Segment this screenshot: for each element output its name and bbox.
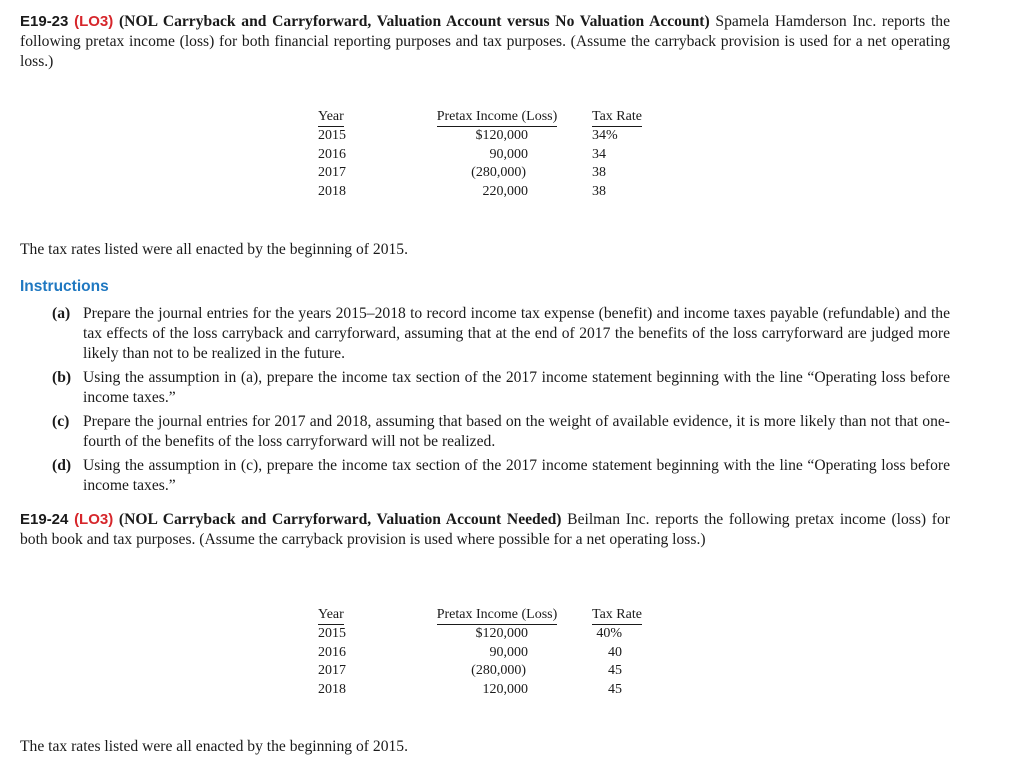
exercise-title: (NOL Carryback and Carryforward, Valuation Account versus No Valuation Account)	[118, 13, 710, 30]
table-row	[318, 127, 672, 146]
year-cell: 2015	[318, 128, 346, 143]
instruction-label: (d)	[52, 457, 72, 474]
instruction-text: Using the assumption in (a), prepare the income tax section of the 2017 income statement beginning with the line “Operating loss before income taxes.”	[83, 369, 950, 406]
table-row	[318, 183, 672, 202]
instruction-text: Prepare the journal entries for 2017 and 2018, assuming that based on the weight of available evidence, it is more likely than not that one-fourth of the benefits of the loss carryforward will not be realized.	[83, 413, 950, 450]
table-row	[318, 662, 672, 681]
exercise-description: Spamela Hamderson Inc. reports the following pretax income (loss) for both financial reporting purposes and tax purposes. (Assume the carryback provision is used for a net operating loss.)	[20, 13, 950, 70]
income-cell: (280,000)	[471, 165, 526, 180]
year-cell: 2018	[318, 183, 346, 199]
column-header-rate: Tax Rate	[592, 108, 672, 127]
table-row	[318, 644, 672, 663]
table-row	[318, 681, 672, 700]
instruction-label: (a)	[52, 305, 71, 322]
exercise-number: E19-24	[20, 511, 69, 528]
income-cell: (280,000)	[471, 663, 526, 678]
rate-cell: 45	[608, 681, 622, 697]
exercise-number: E19-23	[20, 13, 69, 30]
income-cell: $120,000	[475, 626, 528, 641]
learning-objective: (LO3)	[74, 511, 114, 528]
year-cell: 2017	[318, 165, 346, 180]
table-row	[318, 625, 672, 644]
table-row	[318, 146, 672, 165]
tax-rate-note: The tax rates listed were all enacted by the beginning of 2015.	[20, 241, 408, 258]
exercise-title: (NOL Carryback and Carryforward, Valuation Account Needed)	[118, 511, 562, 528]
rate-cell: 38	[592, 165, 606, 180]
tax-rate-note: The tax rates listed were all enacted by the beginning of 2015.	[20, 738, 408, 755]
income-table-e19-24	[318, 606, 672, 699]
instruction-label: (c)	[52, 413, 70, 430]
instruction-item	[52, 412, 950, 452]
instruction-text: Prepare the journal entries for the years 2015–2018 to record income tax expense (benefit) and income taxes payable (refundable) and the tax effects of the loss carryback and carryforward, assuming that at the end of 2017 the benefits of the loss carryforward are judged more likely than not to be realized in the future.	[83, 305, 950, 362]
rate-cell: 45	[608, 663, 622, 678]
instruction-item	[52, 304, 950, 364]
year-cell: 2016	[318, 644, 346, 660]
exercise-e19-24-intro	[20, 510, 950, 550]
instruction-label: (b)	[52, 369, 72, 386]
column-header-income: Pretax Income (Loss)	[402, 108, 592, 127]
exercise-e19-23-intro	[20, 12, 950, 72]
year-cell: 2016	[318, 146, 346, 162]
rate-cell: 34	[592, 146, 606, 162]
income-cell: 220,000	[482, 183, 528, 199]
year-cell: 2017	[318, 663, 346, 678]
column-header-year: Year	[318, 108, 402, 127]
table-row	[318, 164, 672, 183]
learning-objective: (LO3)	[74, 13, 114, 30]
rate-cell: 38	[592, 183, 606, 199]
income-table-e19-23	[318, 108, 672, 201]
income-cell: 90,000	[489, 644, 528, 660]
instruction-item	[52, 456, 950, 496]
instructions-list	[52, 304, 950, 500]
year-cell: 2015	[318, 626, 346, 641]
column-header-rate: Tax Rate	[592, 606, 672, 625]
rate-cell: 40%	[596, 626, 622, 641]
instructions-heading: Instructions	[20, 278, 109, 295]
year-cell: 2018	[318, 681, 346, 697]
income-cell: $120,000	[475, 128, 528, 143]
instruction-item	[52, 368, 950, 408]
exercise-description: Beilman Inc. reports the following pretax income (loss) for both book and tax purposes. (Assume the carryback provision is used where possible for a net operating loss.)	[20, 511, 950, 548]
income-cell: 90,000	[489, 146, 528, 162]
column-header-income: Pretax Income (Loss)	[402, 606, 592, 625]
instruction-text: Using the assumption in (c), prepare the income tax section of the 2017 income statement beginning with the line “Operating loss before income taxes.”	[83, 457, 950, 494]
income-cell: 120,000	[482, 681, 528, 697]
column-header-year: Year	[318, 606, 402, 625]
rate-cell: 34%	[592, 128, 618, 143]
rate-cell: 40	[608, 644, 622, 660]
